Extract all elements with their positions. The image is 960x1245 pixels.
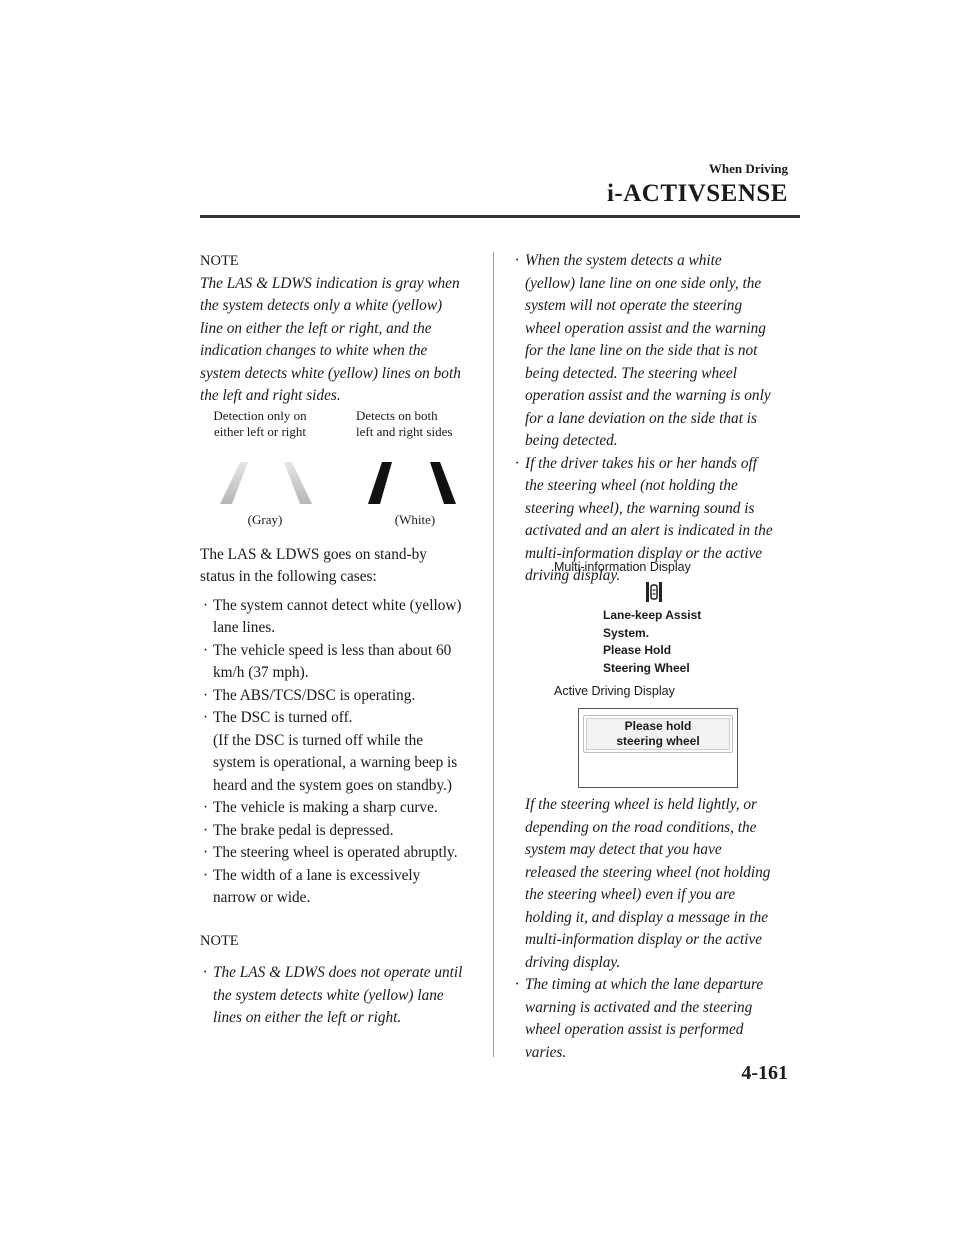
lane-keep-icon <box>645 581 663 603</box>
list-item: · The system cannot detect white (yellow) lane lines. <box>203 596 462 636</box>
ad-title: Active Driving Display <box>554 684 675 698</box>
gray-lane-icon <box>218 462 318 504</box>
note-paragraph: If the steering wheel is held lightly, or depending on the road conditions, the system may detect that you have released the steering wheel (not holding the steering wheel) even if you are holding it, and display a message in the multi-information display or the active driving display. <box>525 796 771 971</box>
chapter-title: i-ACTIVSENSE <box>606 180 788 207</box>
white-caption: Detects on both left and right sides <box>356 407 453 439</box>
list-item: · The vehicle is making a sharp curve. <box>203 799 438 816</box>
note-line: system detects white (yellow) lines on both <box>200 364 461 382</box>
note-heading: NOTE <box>200 253 239 269</box>
list-item: · The steering wheel is operated abruptly. <box>203 844 458 861</box>
note-line: the left and right sides. <box>200 387 341 404</box>
note-line: The LAS & LDWS indication is gray when <box>200 274 460 292</box>
note-list <box>512 250 792 588</box>
left-column <box>200 250 478 1030</box>
white-label: (White) <box>394 511 436 527</box>
standby-cases-list <box>200 595 478 910</box>
list-item: · The vehicle speed is less than about 60 km/h (37 mph). <box>203 641 452 681</box>
list-item: · When the system detects a white (yellow) lane line on one side only, the system will not operate the steering wheel operation assist and the warning for the lane line on the side that is not being detected. The steering wheel operation assist and the warning is only for a lane deviation on the side that is being detected. <box>515 252 771 449</box>
list-item: · The width of a lane is excessively narrow or wide. <box>203 866 421 906</box>
note-list <box>200 962 478 1030</box>
note-line: indication changes to white when the <box>200 342 428 359</box>
note-text <box>200 273 478 408</box>
list-item: · The brake pedal is depressed. <box>203 821 394 839</box>
active-driving-display <box>578 708 738 788</box>
header-rule <box>200 215 800 218</box>
gray-caption: Detection only on either left or right <box>213 407 307 439</box>
page-number: 4-161 <box>741 1062 788 1084</box>
list-item: · If the driver takes his or her hands off the steering wheel (not holding the steering wheel), the warning sound is activated and an alert is indicated in the multi-information display or the active driving display. <box>515 454 773 584</box>
note-line: the system detects only a white (yellow) <box>200 297 443 314</box>
section-name: When Driving <box>708 161 788 176</box>
mid-title: Multi-information Display <box>554 560 691 574</box>
note-list-bottom <box>512 974 792 1064</box>
gray-label: (Gray) <box>247 511 283 527</box>
column-divider <box>493 252 494 1057</box>
right-column <box>512 250 792 588</box>
white-lane-icon <box>368 462 460 504</box>
ad-message: Please hold steering wheel <box>583 715 733 753</box>
note-line: line on either the left or right, and the <box>200 319 432 337</box>
lane-indication-figure <box>200 408 478 536</box>
note-heading: NOTE <box>200 932 239 949</box>
list-item: · The DSC is turned off. (If the DSC is turned off while the system is operational, a warning beep is heard and the system goes on standby.) <box>203 709 458 794</box>
mid-message: Lane-keep Assist System. Please Hold Steering Wheel <box>603 608 702 675</box>
list-item: · The ABS/TCS/DSC is operating. <box>203 686 416 704</box>
standby-intro: The LAS & LDWS goes on stand-by status in the following cases: <box>200 545 427 585</box>
list-item: · The LAS & LDWS does not operate until the system detects white (yellow) lane lines on either the left or right. <box>203 964 463 1026</box>
list-item: · The timing at which the lane departure warning is activated and the steering wheel operation assist is performed varies. <box>515 976 764 1061</box>
